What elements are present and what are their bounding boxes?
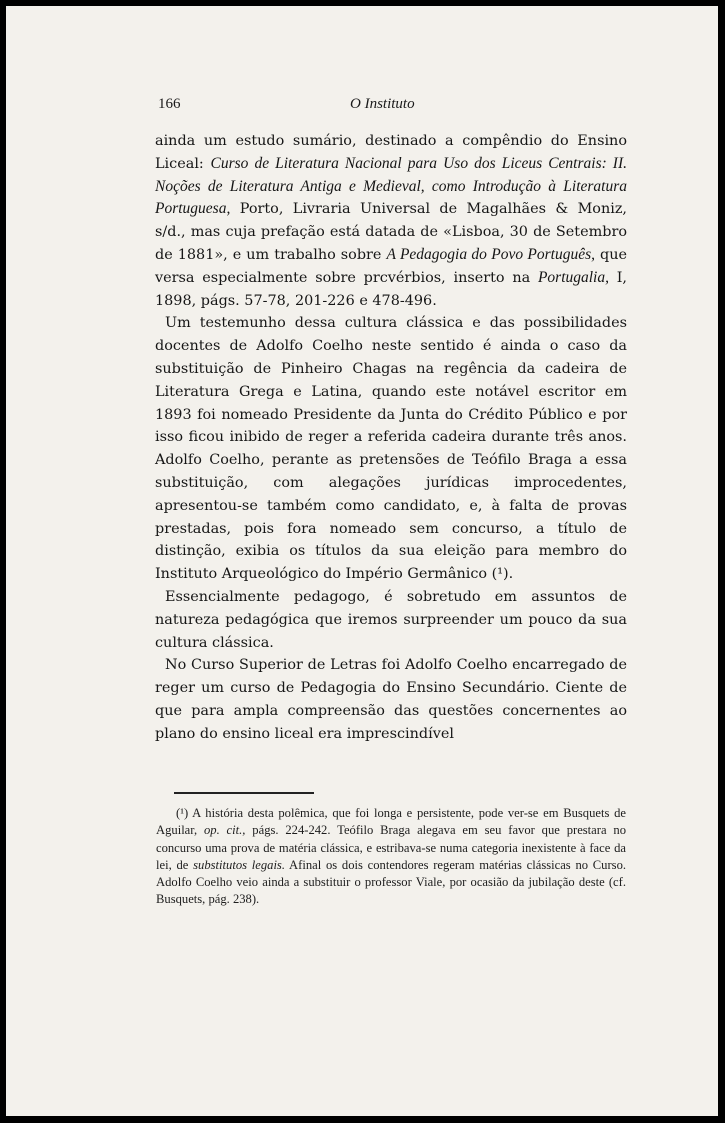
book-page (6, 6, 718, 1116)
page-header (158, 96, 622, 116)
body-text (155, 130, 627, 746)
paragraph-4: No Curso Superior de Letras foi Adolfo Coelho encarregado de reger um curso de Pedagogia do Ensino Secundário. Ciente de que para ampla compreensão das questões concernentes ao plano do ensino liceal era imprescindível (155, 657, 627, 742)
paragraph-2: Um testemunho dessa cultura clássica e das possibilidades docentes de Adolfo Coelho neste sentido é ainda o caso da substituição de Pinheiro Chagas na regência da cadeira de Literatura Grega e Latina, quando este notável escritor em 1893 foi nomeado Presidente da Junta do Crédito Público e por isso ficou inibido de reger a referida cadeira durante três anos. Adolfo Coelho, perante as pretensões de Teófilo Braga a essa substituição, com alegações jurídicas improcedentes, apresentou-se também como candidato, e, à falta de provas prestadas, pois fora nomeado sem concurso, a título de distinção, exibia os títulos da sua eleição para membro do Instituto Arqueológico do Império Germânico (¹). (155, 315, 627, 583)
paragraph-1: ainda um estudo sumário, destinado a compêndio do Ensino Liceal: Curso de Literatura Nacional para Uso dos Liceus Centrais: II. Noções de Literatura Antiga e Medieval, como Introdução à Literatura Portuguesa, Porto, Livraria Universal de Magalhães & Moniz, s/d., mas cuja prefação está datada de «Lisboa, 30 de Setembro de 1881», e um trabalho sobre A Pedagogia do Povo Português, que versa especialmente sobre prcvérbios, inserto na Portugalia, I, 1898, págs. 57-78, 201-226 e 478-496. (155, 133, 628, 309)
running-title: O Instituto (350, 96, 415, 112)
paragraph-3: Essencialmente pedagogo, é sobretudo em assuntos de natureza pedagógica que iremos surpreender um pouco da sua cultura clássica. (155, 588, 627, 651)
footnote-text: (¹) A história desta polêmica, que foi longa e persistente, pode ver-se em Busquets de Aguilar, op. cit., págs. 224-242. Teófilo Braga alegava em seu favor que prestara no concurso uma prova de matéria clássica, e estribava-se numa categoria inexistente à face da lei, de substitutos legais. Afinal os dois contendores regeram matérias clássicas no Curso. Adolfo Coelho veio ainda a substituir o professor Viale, por ocasião da jubilação deste (cf. Busquets, pág. 238). (156, 806, 627, 907)
footnote-divider (174, 792, 314, 794)
page-number: 166 (158, 96, 181, 112)
footnote (156, 805, 626, 909)
